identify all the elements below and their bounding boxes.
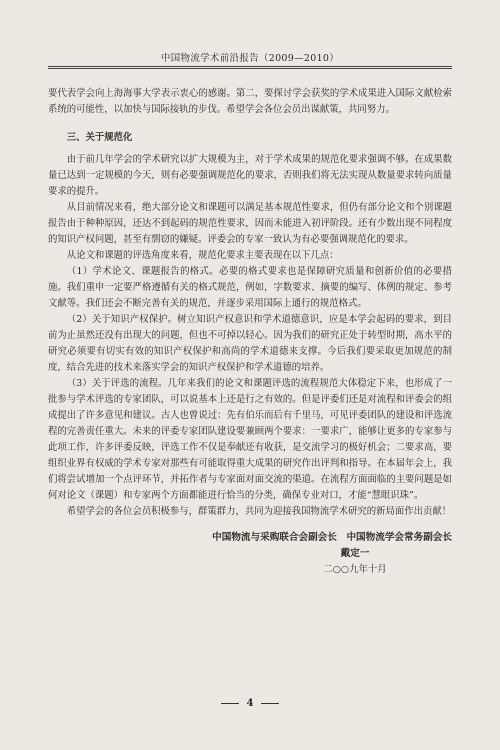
page-number-dash-left (221, 703, 239, 704)
paragraph: 要代表学会向上海海事大学表示衷心的感谢。第二，要探讨学会获奖的学术成果进入国际文献检索系统的可能性，以加快与国际接轨的步伐。希望学会各位会员出谋献策，共同努力。 (48, 88, 452, 115)
list-item-paragraph: （3）关于评选的流程。几年来我们的论文和课题评选的流程规范大体稳定下来，也形成了一批参与学术评选的专家团队，可以说基本上还是行之有效的。但是评委们还是对流程和评委会的组成提出了许多意见和建议。古人也曾说过：先有伯乐而后有千里马，可见评委团队的建设和评选流程的完善责任重大。未来的评委专家团队建设要兼顾两个要求：一要求广，能够让更多的专家参与此项工作，许多评委反映，评选工作不仅是奉献还有收获，是交流学习的极好机会；二要求高，要组织业界有权威的学术专家对那些有可能取得重大成果的研究作出评判和指导。在本届年会上，我们将尝试增加一个点评环节，并拓作者与专家面对面交流的渠道。在流程方面面临的主要问题是如何对论文（课题）和专家两个方面都能进行恰当的分类，确保专业对口，才能“慧眼识珠”。 (48, 378, 452, 501)
list-item-paragraph: （1）学术论文、课题报告的格式。必要的格式要求也是保障研究质量和创新价值的必要措施。我们重申一定要严格遵循有关的格式规范，例如，字数要求、摘要的编写、体例的规定、参考文献等。我们还会不断完善有关的规范，并逐步采用国际上通行的规范格式。 (48, 266, 452, 309)
signature-name: 戴定一 (340, 548, 370, 559)
section-title: 三、关于规范化 (66, 132, 133, 143)
signature-titles: 中国物流与采购联合会副会长 中国物流学会常务副会长 (212, 532, 452, 543)
page-number (0, 698, 500, 709)
paragraph: 由于前几年学会的学术研究以扩大规模为主，对于学术成果的规范化要求强调不够。在成果数量已达到一定规模的今天，则有必要强调规范化的要求，否则我们将无法实现从数量要求转向质量要求的提升。 (48, 154, 452, 197)
page-number-value: 4 (246, 698, 254, 709)
list-item-paragraph: （2）关于知识产权保护。树立知识产权意识和学术道德意识，应是本学会起码的要求，到目前为止虽然还没有出现大的问题，但也不可掉以轻心。因为我们的研究正处于转型时期，高水平的研究必须要有切实有效的知识产权保护和高尚的学术道德来支撑。今后我们要采取更加规范的制度，结合先进的技术来落实学会的知识产权保护和学术道德的培养。 (48, 314, 452, 373)
page-number-dash-right (261, 703, 279, 704)
signature-date: 二○○九年十月 (323, 564, 387, 575)
paragraph: 从目前情况来看，绝大部分论文和课题可以满足基本规范性要求，但仍有部分论文和个别课题报告由于种种原因，还达不到起码的规范性要求，因而未能进入初评阶段。还有少数出现不同程度的知识产权问题，甚至有剽窃的嫌疑。评委会的专家一致认为有必要强调规范化的要求。 (48, 202, 452, 245)
running-header: 中国物流学术前沿报告（2009—2010） (160, 53, 340, 64)
closing-paragraph: 希望学会的各位会员积极参与，群策群力，共同为迎接我国物流学术研究的新局面作出贡献！ (66, 506, 452, 517)
header-double-rule (48, 66, 452, 69)
body-text (48, 86, 452, 578)
paragraph: 从论文和课题的评选角度来看，规范化要求主要表现在以下几点： (66, 250, 339, 261)
